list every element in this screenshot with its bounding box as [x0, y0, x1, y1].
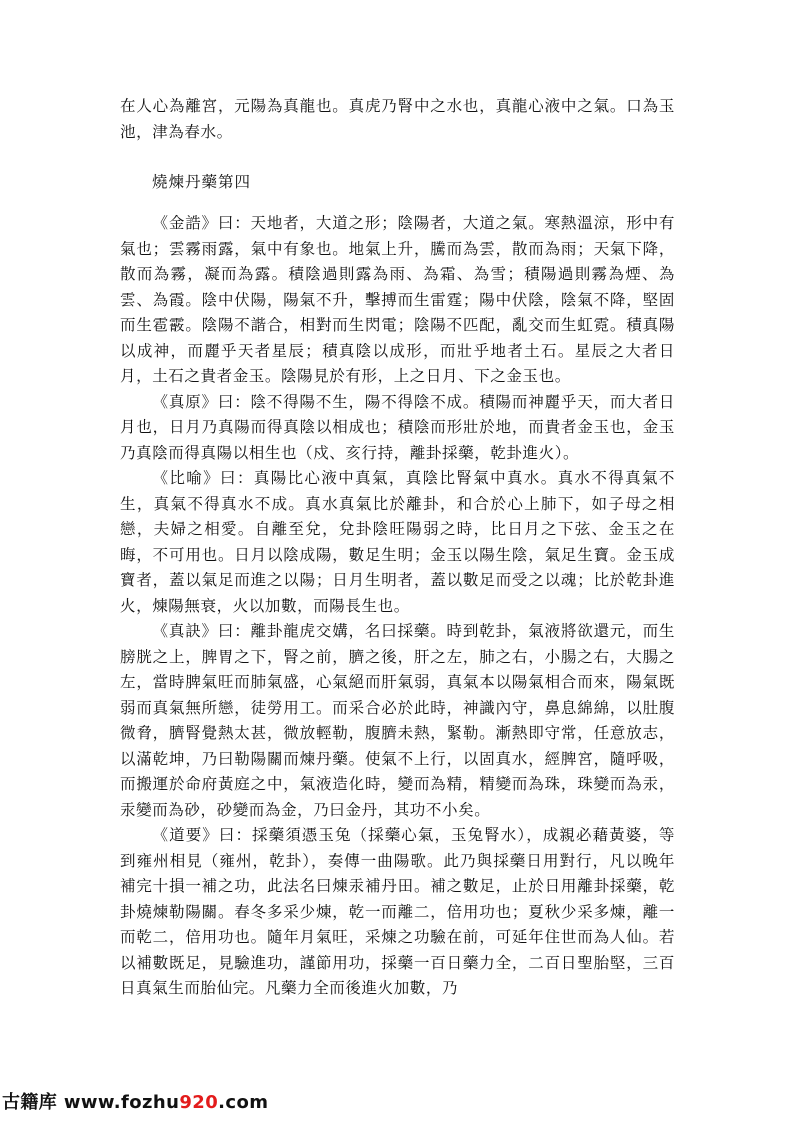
intro-paragraph: 在人心為離宮，元陽為真龍也。真虎乃腎中之水也，真龍心液中之氣。口為玉池，津為春水。: [120, 97, 675, 141]
watermark-url-prefix: www.fozhu: [57, 1092, 180, 1113]
intro-text-block: [120, 94, 675, 145]
body-text-block: [120, 211, 675, 1002]
watermark-url-suffix: .com: [218, 1092, 269, 1113]
paragraph-jingao: 《金誥》曰：天地者，大道之形；陰陽者，大道之氣。寒熱溫涼，形中有氣也；雲霧雨露，氣中有象也。地氣上升，騰而為雲，散而為雨；天氣下降，散而為霧，凝而為露。積陰過則露為雨、為霜、為雪；積陽過則霧為煙、為雲、為霞。陰中伏陽，陽氣不升，擊搏而生雷霆；陽中伏陰，陰氣不降，堅固而生雹霰。陰陽不諧合，相對而生閃電；陰陽不匹配，亂交而生虹霓。積真陽以成神，而麗乎天者星辰；積真陰以成形，而壯乎地者土石。星辰之大者日月，土石之貴者金玉。陰陽見於有形，上之日月、下之金玉也。: [120, 214, 675, 385]
paragraph-biyu: 《比喻》曰：真陽比心液中真氣，真陰比腎氣中真水。真水不得真氣不生，真氣不得真水不成。真水真氣比於離卦，和合於心上肺下，如子母之相戀，夫婦之相愛。自離至兌，兌卦陰旺陽弱之時，比日月之下弦、金玉之在晦，不可用也。日月以陰成陽，數足生明；金玉以陽生陰，氣足生寶。金玉成寶者，蓋以氣足而進之以陽；日月生明者，蓋以數足而受之以魂；比於乾卦進火，煉陽無衰，火以加數，而陽長生也。: [120, 469, 675, 615]
watermark-url-accent: 920: [179, 1092, 219, 1113]
paragraph-zhenyuan: 《真原》曰：陰不得陽不生，陽不得陰不成。積陽而神麗乎天，而大者日月也，日月乃真陽而得真陰以相成也；積陰而形壯於地，而貴者金玉也，金玉乃真陰而得真陽以相生也（戍、亥行持，離卦採藥，乾卦進火）。: [120, 392, 675, 462]
section-heading: 燒煉丹藥第四: [152, 173, 252, 191]
site-watermark[interactable]: [2, 1088, 268, 1114]
paragraph-zhenjue: 《真訣》曰：離卦龍虎交媾，名曰採藥。時到乾卦，氣液將欲還元，而生膀胱之上，脾胃之下，腎之前，臍之後，肝之左，肺之右，小腸之右，大腸之左，當時脾氣旺而肺氣盛，心氣絕而肝氣弱，真氣本以陽氣相合而來，陽氣既弱而真氣無所戀，徒勞用工。而采合必於此時，神識內守，鼻息綿綿，以肚腹微脅，臍腎覺熱太甚，微放輕勒，腹臍未熱，緊勒。漸熱即守常，任意放志，以滿乾坤，乃曰勒陽關而煉丹藥。使氣不上行，以固真水，經脾宮，隨呼吸，而搬運於命府黃庭之中，氣液造化時，變而為精，精變而為珠，珠變而為汞，汞變而為砂，砂變而為金，乃曰金丹，其功不小矣。: [120, 622, 675, 819]
paragraph-daoyao: 《道要》曰：採藥須憑玉兔（採藥心氣，玉兔腎水），成親必藉黃婆，等到雍州相見（雍州，乾卦），奏傳一曲陽歌。此乃與採藥日用對行，凡以晚年補完十損一補之功，此法名曰煉汞補丹田。補之數足，止於日用離卦採藥，乾卦燒煉勒陽關。春冬多采少煉，乾一而離二，倍用功也；夏秋少采多煉，離一而乾二，倍用功也。隨年月氣旺，采煉之功驗在前，可延年住世而為人仙。若以補數既足，見驗進功，謹節用功，採藥一百日藥力全，二百日聖胎堅，三百日真氣生而胎仙完。凡藥力全而後進火加數，乃: [120, 826, 675, 997]
watermark-brand: 古籍库: [2, 1092, 58, 1113]
